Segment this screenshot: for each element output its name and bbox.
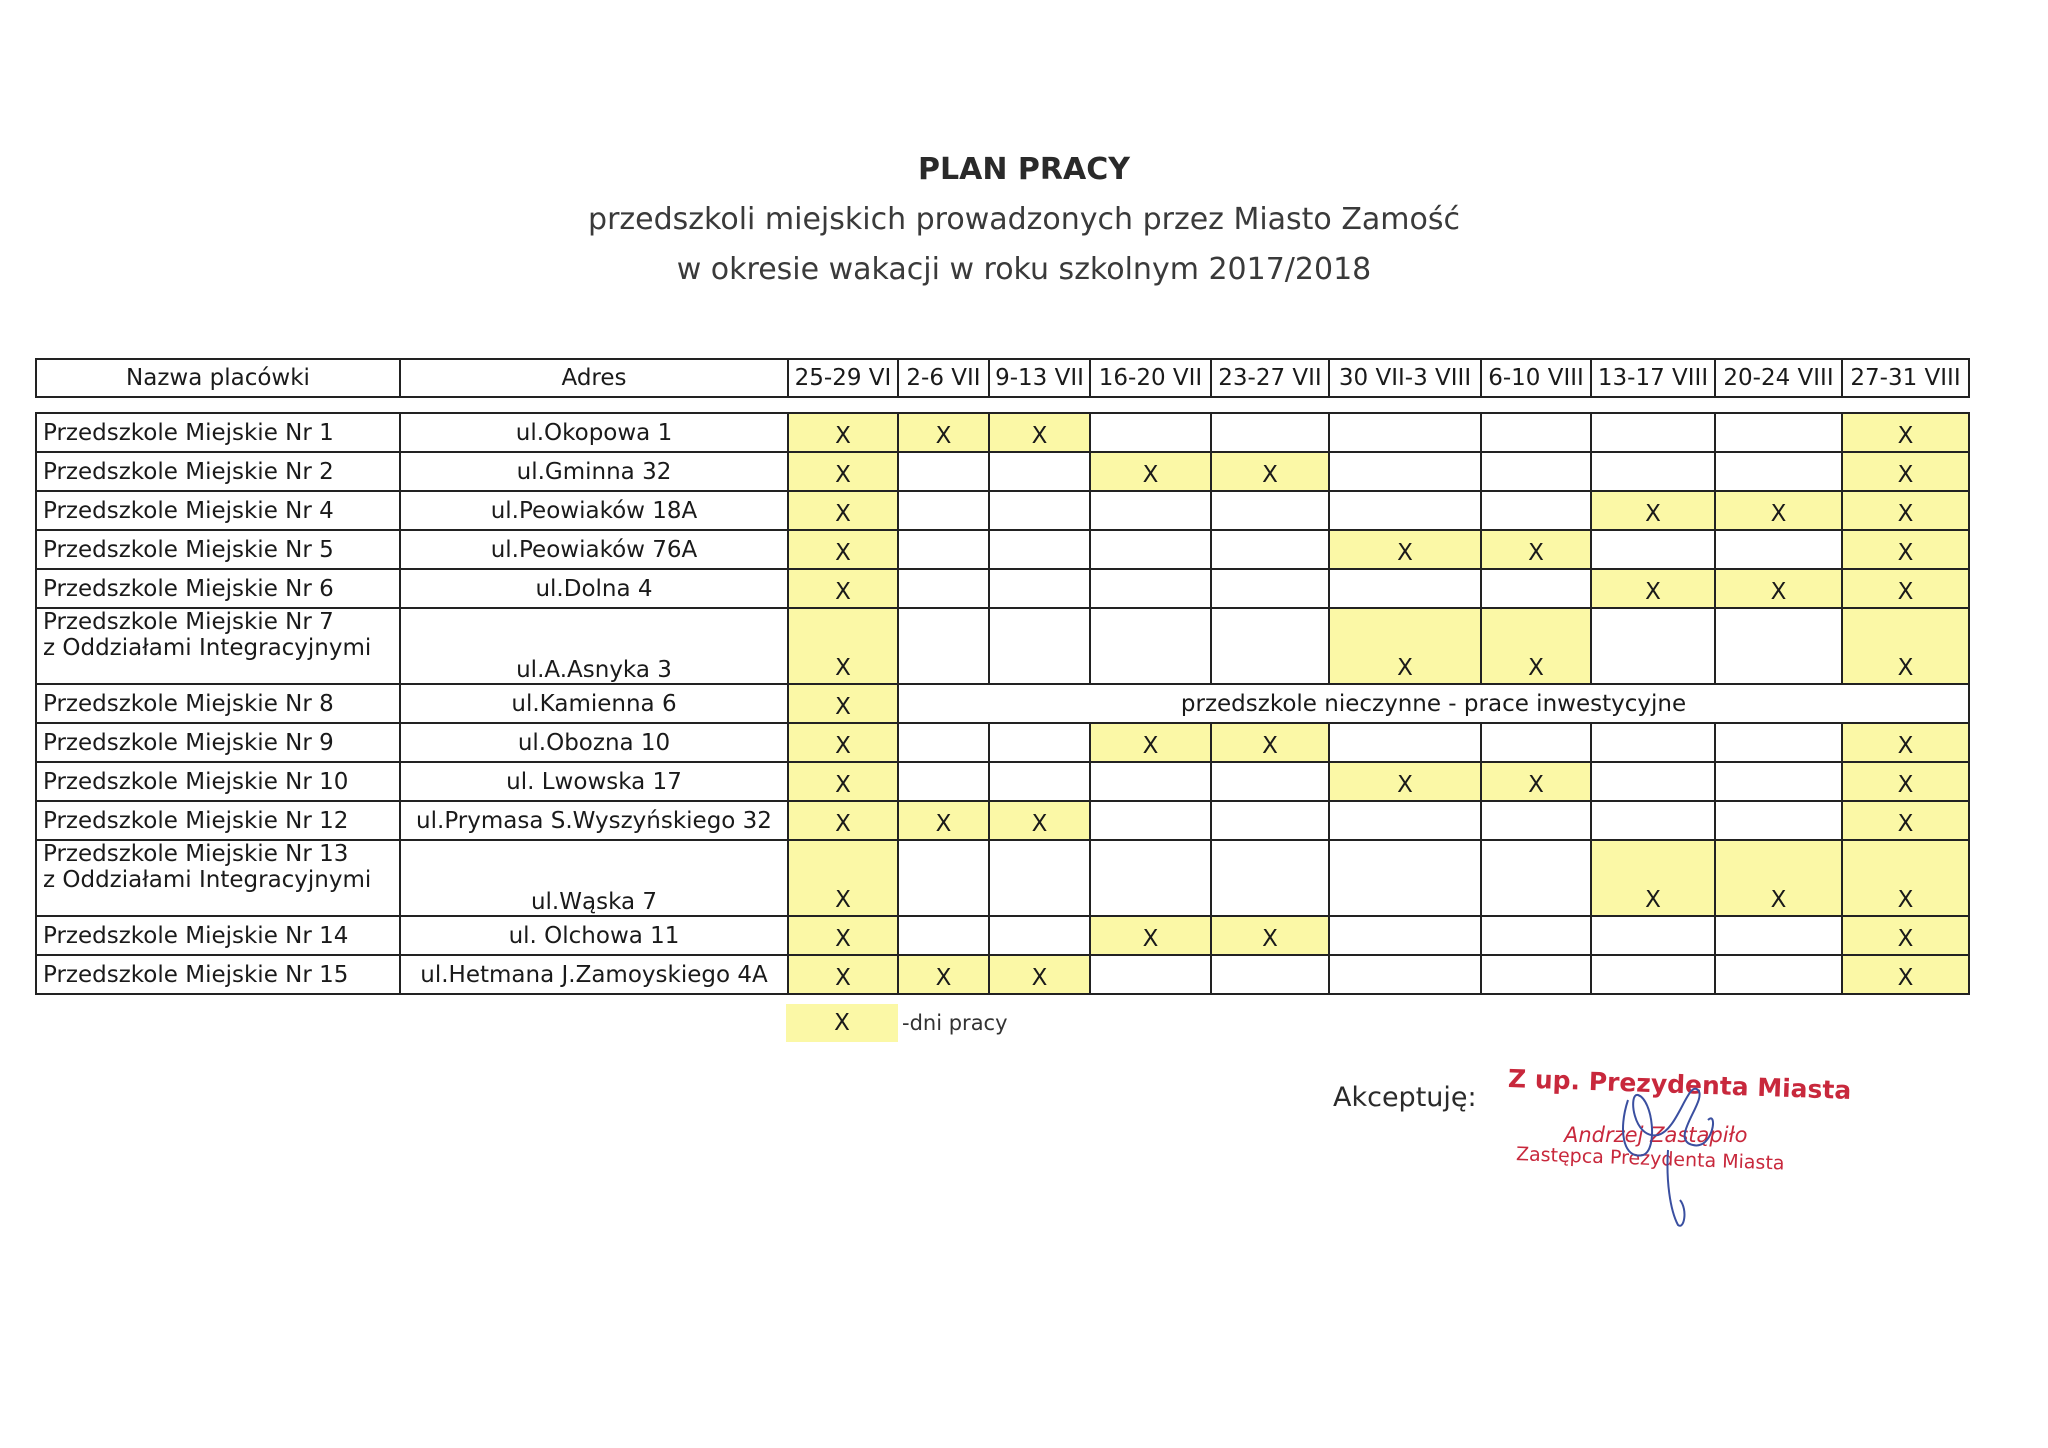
empty-cell	[1591, 916, 1715, 955]
facility-name	[36, 569, 400, 608]
work-day-cell: X	[1481, 530, 1591, 569]
work-day-cell: X	[1090, 452, 1211, 491]
facility-address: ul.Kamienna 6	[400, 684, 788, 723]
signature-icon	[1598, 1060, 1738, 1230]
legend	[786, 1004, 1008, 1042]
empty-cell	[1329, 840, 1481, 916]
empty-cell	[1211, 491, 1329, 530]
empty-cell	[989, 569, 1090, 608]
work-day-cell: X	[1842, 840, 1969, 916]
work-plan-table	[35, 358, 1970, 995]
empty-cell	[989, 916, 1090, 955]
work-day-cell: X	[1715, 840, 1842, 916]
empty-cell	[1481, 955, 1591, 994]
facility-name	[36, 723, 400, 762]
empty-cell	[898, 452, 989, 491]
facility-name-line: Przedszkole Miejskie Nr 1	[43, 419, 334, 446]
column-header-name: Nazwa placówki	[36, 359, 400, 397]
facility-name	[36, 955, 400, 994]
work-day-cell: X	[1591, 491, 1715, 530]
empty-cell	[898, 762, 989, 801]
facility-name-line: Przedszkole Miejskie Nr 6	[43, 575, 334, 602]
facility-name	[36, 762, 400, 801]
facility-name-line: Przedszkole Miejskie Nr 8	[43, 690, 334, 717]
empty-cell	[1591, 801, 1715, 840]
work-day-cell: X	[1842, 530, 1969, 569]
work-day-cell: X	[1090, 916, 1211, 955]
facility-name-line: Przedszkole Miejskie Nr 15	[43, 961, 349, 988]
facility-name-line: Przedszkole Miejskie Nr 2	[43, 458, 334, 485]
facility-name-line: Przedszkole Miejskie Nr 14	[43, 922, 349, 949]
work-day-cell: X	[1842, 413, 1969, 452]
empty-cell	[898, 840, 989, 916]
facility-name	[36, 530, 400, 569]
facility-name	[36, 452, 400, 491]
work-day-cell: X	[788, 801, 898, 840]
facility-name-line: Przedszkole Miejskie Nr 13	[43, 841, 349, 867]
empty-cell	[898, 916, 989, 955]
empty-cell	[1329, 955, 1481, 994]
empty-cell	[1481, 413, 1591, 452]
empty-cell	[1090, 801, 1211, 840]
column-header-period: 9-13 VII	[989, 359, 1090, 397]
work-day-cell: X	[1591, 840, 1715, 916]
work-day-cell: X	[1842, 723, 1969, 762]
empty-cell	[1329, 413, 1481, 452]
empty-cell	[1591, 452, 1715, 491]
subtitle-2: w okresie wakacji w roku szkolnym 2017/2018	[676, 252, 1372, 287]
empty-cell	[1715, 452, 1842, 491]
work-day-cell: X	[788, 530, 898, 569]
empty-cell	[898, 723, 989, 762]
empty-cell	[1090, 762, 1211, 801]
empty-cell	[1591, 955, 1715, 994]
work-day-cell: X	[989, 955, 1090, 994]
table-row	[36, 684, 1969, 723]
work-day-cell: X	[1715, 569, 1842, 608]
table-row	[36, 569, 1969, 608]
empty-cell	[1211, 530, 1329, 569]
empty-cell	[989, 762, 1090, 801]
table-row	[36, 723, 1969, 762]
facility-address: ul.Hetmana J.Zamoyskiego 4A	[400, 955, 788, 994]
work-day-cell: X	[788, 413, 898, 452]
stamp-line-1: Z up. Prezydenta Miasta	[1507, 1064, 1852, 1105]
facility-address: ul.A.Asnyka 3	[400, 608, 788, 684]
column-header-period: 16-20 VII	[1090, 359, 1211, 397]
work-day-cell: X	[1211, 723, 1329, 762]
empty-cell	[989, 723, 1090, 762]
facility-name	[36, 684, 400, 723]
empty-cell	[1715, 723, 1842, 762]
facility-address: ul.Peowiaków 18A	[400, 491, 788, 530]
work-day-cell: X	[1481, 762, 1591, 801]
title: PLAN PRACY	[918, 152, 1130, 187]
facility-name-line: Przedszkole Miejskie Nr 9	[43, 729, 334, 756]
empty-cell	[1591, 530, 1715, 569]
work-day-cell: X	[1842, 452, 1969, 491]
work-day-cell: X	[788, 569, 898, 608]
empty-cell	[1715, 762, 1842, 801]
empty-cell	[1591, 413, 1715, 452]
table-row	[36, 840, 1969, 916]
facility-name	[36, 916, 400, 955]
facility-address: ul.Prymasa S.Wyszyńskiego 32	[400, 801, 788, 840]
empty-cell	[1715, 916, 1842, 955]
work-day-cell: X	[788, 916, 898, 955]
empty-cell	[1481, 723, 1591, 762]
closed-note: przedszkole nieczynne - prace inwestycyjne	[898, 684, 1969, 723]
table-row	[36, 801, 1969, 840]
column-header-address: Adres	[400, 359, 788, 397]
work-day-cell: X	[788, 840, 898, 916]
facility-address: ul. Lwowska 17	[400, 762, 788, 801]
work-day-cell: X	[788, 762, 898, 801]
empty-cell	[1715, 608, 1842, 684]
empty-cell	[1090, 955, 1211, 994]
empty-cell	[989, 840, 1090, 916]
work-day-cell: X	[1211, 452, 1329, 491]
empty-cell	[1090, 569, 1211, 608]
stamp-line-2: Andrzej Zastąpiło	[1564, 1123, 1748, 1147]
empty-cell	[1481, 801, 1591, 840]
empty-cell	[1211, 569, 1329, 608]
spacer-row	[36, 397, 1969, 413]
facility-name	[36, 840, 400, 916]
empty-cell	[1090, 491, 1211, 530]
work-day-cell: X	[1842, 491, 1969, 530]
empty-cell	[1715, 801, 1842, 840]
empty-cell	[1211, 762, 1329, 801]
empty-cell	[1090, 840, 1211, 916]
table-row	[36, 530, 1969, 569]
empty-cell	[1591, 723, 1715, 762]
legend-label: -dni pracy	[902, 1011, 1008, 1035]
empty-cell	[989, 452, 1090, 491]
work-day-cell: X	[788, 723, 898, 762]
empty-cell	[1211, 801, 1329, 840]
work-day-cell: X	[788, 608, 898, 684]
column-header-period: 2-6 VII	[898, 359, 989, 397]
table-row	[36, 608, 1969, 684]
empty-cell	[1090, 608, 1211, 684]
empty-cell	[898, 608, 989, 684]
empty-cell	[989, 491, 1090, 530]
column-header-period: 13-17 VIII	[1591, 359, 1715, 397]
work-day-cell: X	[1842, 916, 1969, 955]
facility-address: ul.Dolna 4	[400, 569, 788, 608]
empty-cell	[1329, 452, 1481, 491]
work-day-cell: X	[1591, 569, 1715, 608]
legend-swatch: X	[786, 1004, 898, 1042]
empty-cell	[1211, 955, 1329, 994]
table-row	[36, 916, 1969, 955]
facility-address: ul.Wąska 7	[400, 840, 788, 916]
facility-name-line: z Oddziałami Integracyjnymi	[43, 635, 372, 661]
work-day-cell: X	[1329, 762, 1481, 801]
work-day-cell: X	[1842, 801, 1969, 840]
facility-name-line: Przedszkole Miejskie Nr 12	[43, 807, 349, 834]
empty-cell	[1481, 916, 1591, 955]
empty-cell	[1329, 569, 1481, 608]
facility-name	[36, 801, 400, 840]
work-day-cell: X	[1211, 916, 1329, 955]
work-day-cell: X	[788, 955, 898, 994]
table-row	[36, 955, 1969, 994]
table-row	[36, 413, 1969, 452]
work-day-cell: X	[1842, 608, 1969, 684]
empty-cell	[1090, 530, 1211, 569]
work-day-cell: X	[1329, 608, 1481, 684]
empty-cell	[898, 491, 989, 530]
work-day-cell: X	[898, 955, 989, 994]
empty-cell	[1481, 569, 1591, 608]
stamp-line-3: Zastępca Prezydenta Miasta	[1515, 1143, 1785, 1175]
work-day-cell: X	[898, 801, 989, 840]
work-day-cell: X	[1842, 955, 1969, 994]
empty-cell	[1329, 723, 1481, 762]
facility-name-line: Przedszkole Miejskie Nr 4	[43, 497, 334, 524]
table-row	[36, 491, 1969, 530]
column-header-period: 30 VII-3 VIII	[1329, 359, 1481, 397]
work-day-cell: X	[788, 452, 898, 491]
empty-cell	[1715, 413, 1842, 452]
facility-address: ul.Peowiaków 76A	[400, 530, 788, 569]
work-day-cell: X	[898, 413, 989, 452]
empty-cell	[1481, 840, 1591, 916]
empty-cell	[989, 530, 1090, 569]
column-header-period: 25-29 VI	[788, 359, 898, 397]
column-header-period: 20-24 VIII	[1715, 359, 1842, 397]
accept-label: Akceptuję:	[1333, 1082, 1477, 1113]
facility-address: ul. Olchowa 11	[400, 916, 788, 955]
empty-cell	[1329, 801, 1481, 840]
facility-address: ul.Obozna 10	[400, 723, 788, 762]
empty-cell	[898, 569, 989, 608]
table-row	[36, 452, 1969, 491]
work-day-cell: X	[788, 491, 898, 530]
facility-name-line: z Oddziałami Integracyjnymi	[43, 867, 372, 893]
empty-cell	[989, 608, 1090, 684]
facility-name-line: Przedszkole Miejskie Nr 10	[43, 768, 349, 795]
empty-cell	[1329, 916, 1481, 955]
work-day-cell: X	[788, 684, 898, 723]
header-row	[36, 359, 1969, 397]
empty-cell	[1211, 608, 1329, 684]
subtitle-1: przedszkoli miejskich prowadzonych przez Miasto Zamość	[588, 202, 1460, 237]
empty-cell	[898, 530, 989, 569]
empty-cell	[1090, 413, 1211, 452]
document-title	[0, 145, 2048, 295]
empty-cell	[1211, 413, 1329, 452]
facility-name-line: Przedszkole Miejskie Nr 5	[43, 536, 334, 563]
empty-cell	[1591, 608, 1715, 684]
column-header-period: 27-31 VIII	[1842, 359, 1969, 397]
empty-cell	[1591, 762, 1715, 801]
work-day-cell: X	[1090, 723, 1211, 762]
work-day-cell: X	[989, 801, 1090, 840]
column-header-period: 23-27 VII	[1211, 359, 1329, 397]
facility-address: ul.Okopowa 1	[400, 413, 788, 452]
table-row	[36, 762, 1969, 801]
column-header-period: 6-10 VIII	[1481, 359, 1591, 397]
facility-name	[36, 491, 400, 530]
empty-cell	[1329, 491, 1481, 530]
facility-name	[36, 608, 400, 684]
empty-cell	[1715, 530, 1842, 569]
work-day-cell: X	[1715, 491, 1842, 530]
facility-name-line: Przedszkole Miejskie Nr 7	[43, 609, 334, 635]
work-day-cell: X	[1842, 569, 1969, 608]
work-day-cell: X	[1842, 762, 1969, 801]
empty-cell	[1715, 955, 1842, 994]
work-day-cell: X	[1481, 608, 1591, 684]
facility-name	[36, 413, 400, 452]
empty-cell	[1481, 491, 1591, 530]
facility-address: ul.Gminna 32	[400, 452, 788, 491]
work-day-cell: X	[989, 413, 1090, 452]
work-day-cell: X	[1329, 530, 1481, 569]
empty-cell	[1481, 452, 1591, 491]
empty-cell	[1211, 840, 1329, 916]
